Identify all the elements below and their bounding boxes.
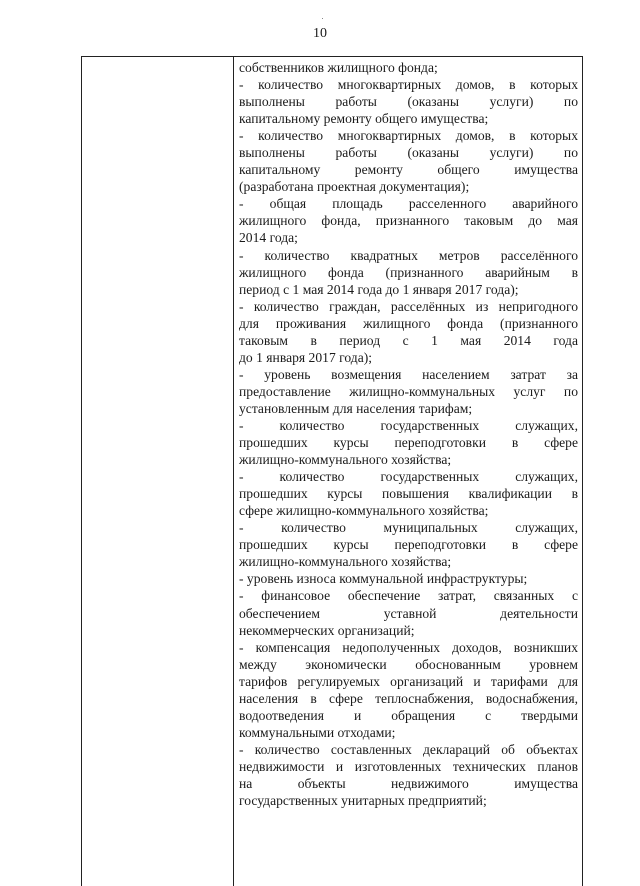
text-line: жилищно-коммунального хозяйства; — [239, 452, 452, 468]
text-line: период с 1 мая 2014 года до 1 января 2017 года); — [239, 281, 519, 297]
text-line: - количество муниципальных служащих, — [239, 520, 578, 536]
text-line: 2014 года; — [239, 230, 298, 246]
text-line: коммунальными отходами; — [239, 724, 396, 740]
column-divider — [233, 57, 234, 886]
text-line: для проживания жилищного фонда (признанного — [239, 315, 578, 331]
text-line: - общая площадь расселенного аварийного — [239, 196, 578, 212]
text-line: прошедших курсы повышения квалификации в — [239, 486, 578, 502]
document-table — [81, 56, 583, 886]
text-line: - количество квадратных метров расселённого — [239, 247, 578, 263]
text-line: некоммерческих организаций; — [239, 622, 415, 638]
text-line: водоотведения и обращения с твердыми — [239, 707, 578, 723]
text-line: предоставление жилищно-коммунальных услуг по — [239, 383, 578, 399]
page-number: 10 — [313, 26, 327, 41]
indicator-item — [239, 570, 578, 587]
indicator-item — [239, 468, 578, 519]
text-line: государственных унитарных предприятий; — [239, 793, 487, 809]
text-line: капитальному ремонту общего имущества — [239, 162, 578, 178]
indicator-item — [239, 127, 578, 195]
indicator-item — [239, 59, 578, 76]
text-line: - количество многоквартирных домов, в которых — [239, 77, 578, 93]
indicator-item — [239, 366, 578, 417]
text-line: - количество многоквартирных домов, в которых — [239, 128, 578, 144]
indicator-item — [239, 298, 578, 366]
text-line: жилищного фонда, признанного таковым до мая — [239, 213, 578, 229]
text-line: недвижимости и изготовленных технических планов — [239, 758, 578, 774]
text-line: выполнены работы (оказаны услуги) по — [239, 145, 578, 161]
text-line: прошедших курсы переподготовки в сфере — [239, 537, 578, 553]
text-line: населения в сфере теплоснабжения, водоснабжения, — [239, 690, 578, 706]
text-line: жилищного фонда (признанного аварийным в — [239, 264, 578, 280]
indicator-item — [239, 195, 578, 246]
text-line: сфере жилищно-коммунального хозяйства; — [239, 503, 489, 519]
indicator-item — [239, 76, 578, 127]
text-line: между экономически обоснованным уровнем — [239, 656, 578, 672]
text-line: до 1 января 2017 года); — [239, 349, 373, 365]
text-line: таковым в период с 1 мая 2014 года — [239, 332, 578, 348]
text-line: - количество граждан, расселённых из непригодного — [239, 298, 578, 314]
indicator-item — [239, 587, 578, 638]
indicator-item — [239, 417, 578, 468]
text-line: - финансовое обеспечение затрат, связанных с — [239, 588, 578, 604]
text-line: капитальному ремонту общего имущества; — [239, 111, 489, 127]
text-line: - количество государственных служащих, — [239, 417, 578, 433]
text-line: жилищно-коммунального хозяйства; — [239, 554, 452, 570]
text-line: установленным для населения тарифам; — [239, 400, 473, 416]
text-line: на объекты недвижимого имущества — [239, 775, 578, 791]
indicator-item — [239, 519, 578, 570]
indicator-item — [239, 247, 578, 298]
indicator-item — [239, 639, 578, 741]
text-line: - компенсация недополученных доходов, возникших — [239, 639, 578, 655]
indicator-item — [239, 741, 578, 809]
text-line: выполнены работы (оказаны услуги) по — [239, 94, 578, 110]
indicator-list-cell — [239, 59, 578, 809]
text-line: прошедших курсы переподготовки в сфере — [239, 435, 578, 451]
scan-speck — [322, 18, 323, 19]
text-line: - количество составленных деклараций об объектах — [239, 741, 578, 757]
text-line: тарифов регулируемых организаций и тарифами для — [239, 673, 578, 689]
text-line: (разработана проектная документация); — [239, 179, 470, 195]
text-line: - количество государственных служащих, — [239, 469, 578, 485]
text-line: обеспечением уставной деятельности — [239, 605, 578, 621]
text-line: - уровень износа коммунальной инфраструктуры; — [239, 571, 528, 587]
text-line: собственников жилищного фонда; — [239, 60, 438, 75]
text-line: - уровень возмещения населением затрат за — [239, 366, 578, 382]
